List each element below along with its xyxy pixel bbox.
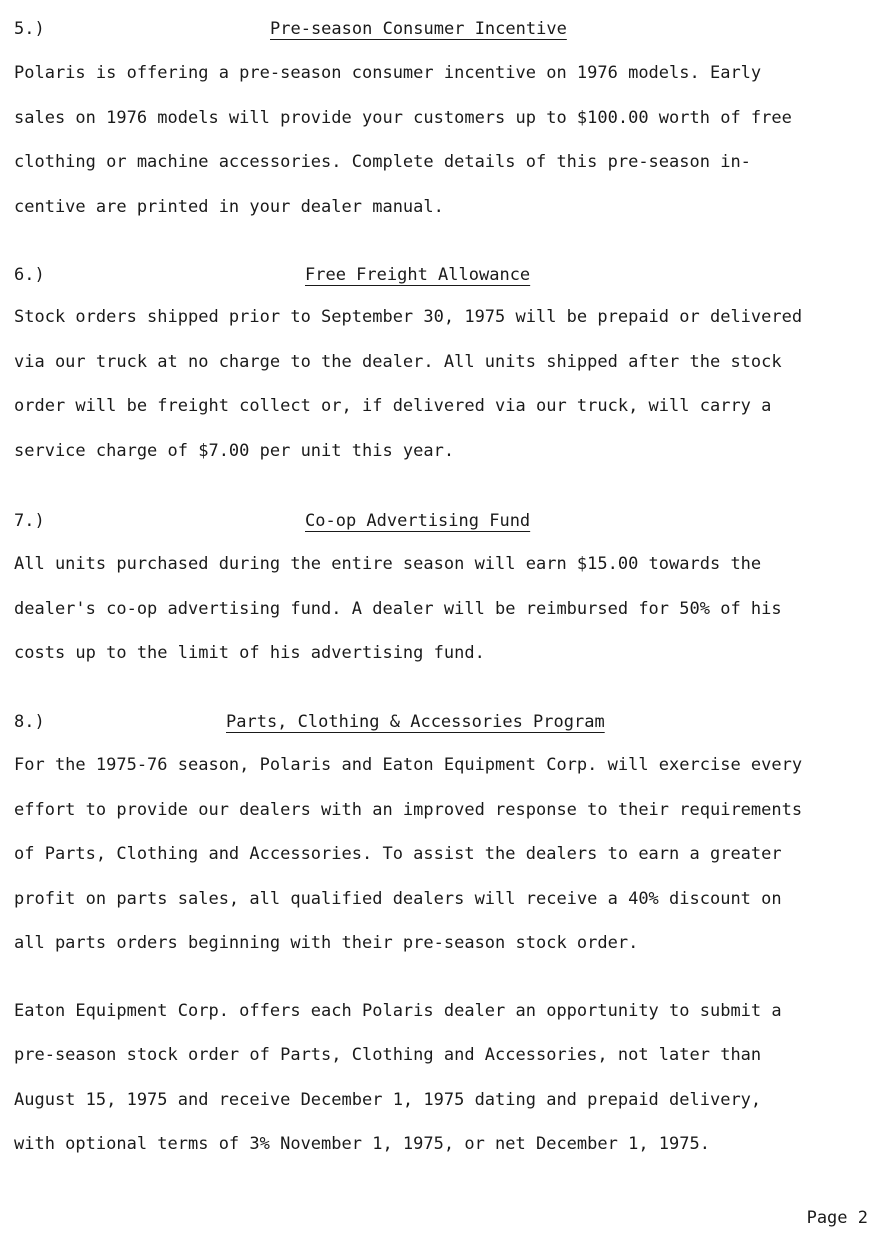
paragraph-line: costs up to the limit of his advertising fund. [14, 643, 485, 663]
paragraph-line: dealer's co-op advertising fund. A dealer will be reimbursed for 50% of his [14, 598, 782, 619]
section-title: Co-op Advertising Fund [305, 511, 531, 531]
section-paragraph [14, 743, 880, 966]
paragraph-line: centive are printed in your dealer manual. [14, 196, 444, 217]
section-paragraph-2 [14, 989, 880, 1167]
section-heading [14, 509, 880, 539]
paragraph-line: Eaton Equipment Corp. offers each Polaris dealer an opportunity to submit a [14, 1000, 782, 1021]
paragraph-line: profit on parts sales, all qualified dealers will receive a 40% discount on [14, 888, 782, 909]
paragraph-line: Polaris is offering a pre-season consumer incentive on 1976 models. Early [14, 63, 762, 83]
paragraph-line: service charge of $7.00 per unit this year. [14, 440, 455, 461]
paragraph-line: via our truck at no charge to the dealer. All units shipped after the stock [14, 351, 782, 372]
section-paragraph [14, 295, 880, 473]
paragraph-line: pre-season stock order of Parts, Clothing and Accessories, not later than [14, 1045, 762, 1065]
paragraph-line: For the 1975-76 season, Polaris and Eaton Equipment Corp. will exercise every [14, 755, 803, 775]
section-title: Parts, Clothing & Accessories Program [226, 712, 605, 732]
section-number: 5.) [14, 19, 45, 39]
paragraph-line: clothing or machine accessories. Complete details of this pre-season in- [14, 152, 751, 172]
paragraph-line: order will be freight collect or, if delivered via our truck, will carry a [14, 396, 772, 416]
paragraph-line: sales on 1976 models will provide your customers up to $100.00 worth of free [14, 107, 792, 128]
section-title: Free Freight Allowance [305, 265, 531, 285]
section-heading [14, 17, 880, 47]
section-paragraph [14, 51, 880, 229]
paragraph-line: August 15, 1975 and receive December 1, 1975 dating and prepaid delivery, [14, 1089, 762, 1110]
paragraph-line: all parts orders beginning with their pre-season stock order. [14, 933, 639, 953]
page-number: Page 2 [806, 1208, 868, 1228]
section-heading [14, 263, 880, 293]
section-number: 7.) [14, 511, 45, 531]
section-6 [14, 263, 880, 473]
section-number: 8.) [14, 712, 45, 732]
paragraph-line: effort to provide our dealers with an improved response to their requirements [14, 799, 803, 820]
section-paragraph [14, 542, 880, 676]
paragraph-line: with optional terms of 3% November 1, 1975, or net December 1, 1975. [14, 1134, 710, 1154]
section-title: Pre-season Consumer Incentive [270, 19, 567, 39]
paragraph-line: All units purchased during the entire season will earn $15.00 towards the [14, 554, 762, 574]
paragraph-line: of Parts, Clothing and Accessories. To assist the dealers to earn a greater [14, 844, 782, 864]
section-number: 6.) [14, 265, 45, 285]
section-7 [14, 509, 880, 676]
section-heading [14, 710, 880, 740]
paragraph-line: Stock orders shipped prior to September 30, 1975 will be prepaid or delivered [14, 307, 803, 327]
section-5 [14, 17, 880, 229]
section-8 [14, 710, 880, 1167]
